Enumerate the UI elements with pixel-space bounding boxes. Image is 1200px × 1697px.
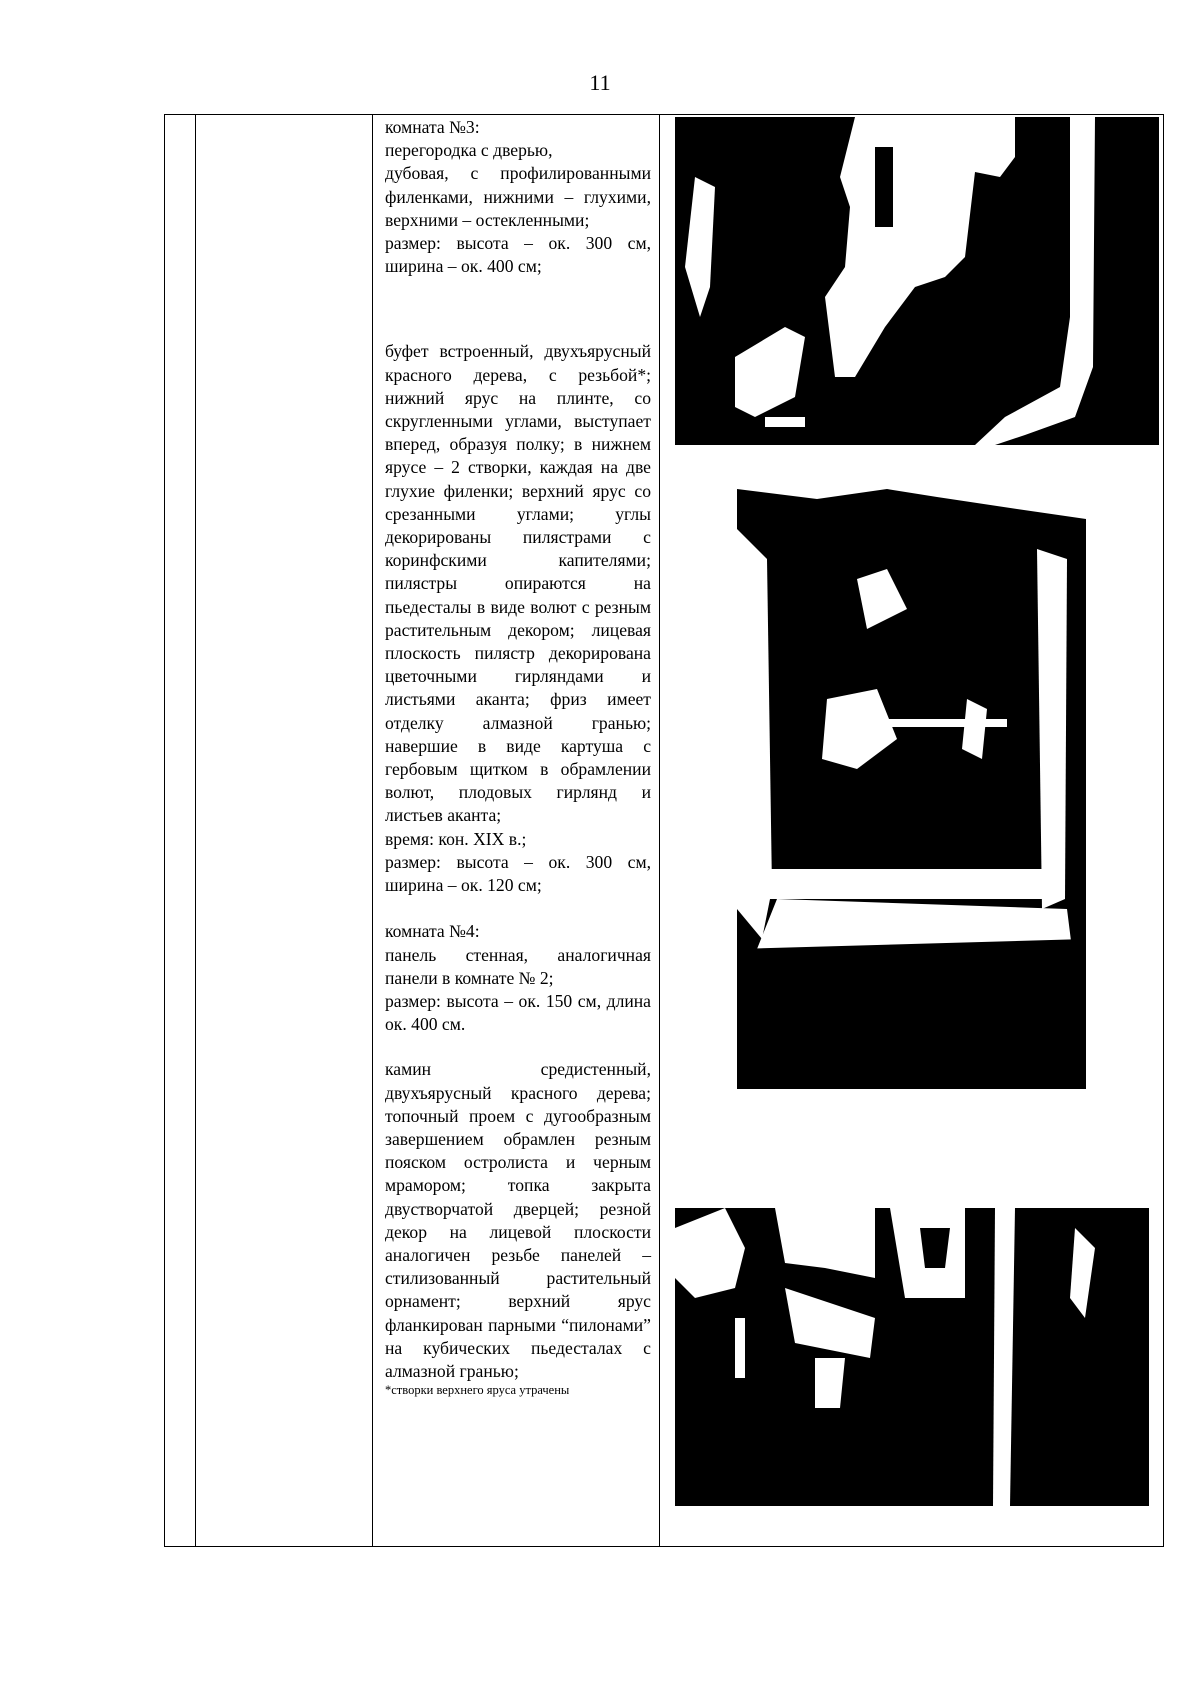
- item-date: время: кон. XIX в.;: [385, 828, 527, 849]
- item-description: буфет встроенный, двухъярусный красного дерева, с резьбой*; нижний ярус на плинте, со скругленными углами, выступает вперед, образуя полку; в нижнем ярусе – 2 створки, каждая на две глухие филенки; верхний ярус со срезанными углами; углы декорированы пилястрами с коринфскими капителями; пилястры опираются на пьедесталы в виде волют с резным растительным декором; лицевая плоскость пилястр декорирована цветочными гирляндами и листьями аканта; фриз имеет отделку алмазной гранью; навершие в виде картуша с гербовым щитком в обрамлении волют, плодовых гирлянд и листьев аканта;: [385, 341, 651, 826]
- partition-with-door-photo: [675, 117, 1159, 445]
- entry-buffet: [385, 340, 651, 897]
- item-description: дубовая, с профилированными филенками, нижними – глухими, верхними – остекленными;: [385, 163, 651, 230]
- item-size: размер: высота – ок. 300 см, ширина – ок. 400 см;: [385, 233, 651, 277]
- item-size: размер: высота – ок. 150 см, длина ок. 400 см.: [385, 990, 651, 1035]
- room-heading: комната №3:: [385, 117, 480, 137]
- column-divider-1: [195, 115, 196, 1546]
- item-title: панель стенная, аналогичная панели в комнате № 2;: [385, 944, 651, 988]
- fireplace-photo: [675, 1208, 1149, 1506]
- entry-room4-panel: [385, 920, 651, 1036]
- room-heading: комната №4:: [385, 921, 480, 942]
- item-size: размер: высота – ок. 300 см, ширина – ок. 120 см;: [385, 851, 651, 896]
- page-number: 11: [589, 70, 611, 95]
- description-column: [385, 116, 651, 1397]
- item-description: камин средистенный, двухъярусный красного дерева; топочный проем с дугообразным завершением обрамлен резным пояском остролиста и черным мрамором; топка закрыта двустворчатой дверцей; резной декор на лицевой плоскости аналогичен резьбе панелей – стилизованный растительный орнамент; верхний ярус фланкирован парными “пилонами” на кубических пьедесталах с алмазной гранью;: [385, 1059, 651, 1381]
- column-divider-2: [372, 115, 373, 1546]
- entry-room3-partition: [385, 116, 651, 278]
- item-title: перегородка с дверью,: [385, 140, 553, 161]
- built-in-buffet-photo: [737, 469, 1086, 1089]
- footnote: *створки верхнего яруса утрачены: [385, 1383, 570, 1398]
- column-divider-3: [659, 115, 660, 1546]
- entry-fireplace: [385, 1058, 651, 1397]
